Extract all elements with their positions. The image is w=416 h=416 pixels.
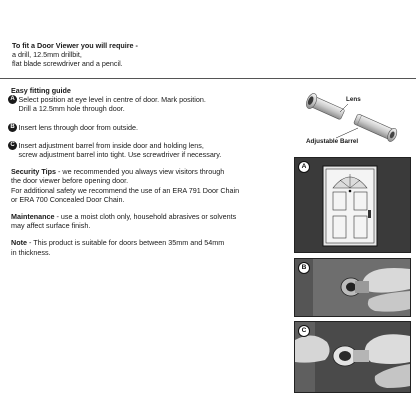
panel-b-badge: B	[298, 262, 310, 274]
photo-panel-a	[294, 157, 411, 253]
step-c-badge: C	[8, 141, 17, 150]
barrel-label: Adjustable Barrel	[306, 138, 359, 145]
step-a	[8, 95, 288, 113]
note-lead: Note	[11, 238, 27, 248]
requirements-line-1: a drill, 12.5mm drillbit,	[12, 50, 82, 60]
step-a-line-1: Select position at eye level in centre of door. Mark position.	[18, 95, 206, 105]
maintenance-line-1: - use a moist cloth only, household abrasives or solvents	[54, 212, 237, 222]
maintenance	[11, 212, 288, 230]
note-line-1: - This product is suitable for doors between 35mm and 54mm	[26, 238, 225, 248]
photo-panel-b	[294, 258, 411, 317]
step-b-badge: B	[8, 123, 17, 132]
insert-lens-photo	[295, 259, 410, 316]
security-tips	[11, 167, 288, 204]
maintenance-line-2: may affect surface finish.	[11, 221, 91, 231]
viewer-mark-icon	[349, 190, 352, 193]
section-divider	[0, 78, 416, 79]
maintenance-lead: Maintenance	[11, 212, 55, 222]
requirements-line-2: flat blade screwdriver and a pencil.	[12, 59, 123, 69]
requirements-block	[12, 41, 312, 69]
barrel-part	[353, 112, 399, 143]
step-c	[8, 141, 288, 159]
door-illustration	[295, 158, 410, 252]
step-a-badge: A	[8, 95, 17, 104]
security-tips-line-4: or ERA 700 Concealed Door Chain.	[11, 194, 125, 204]
adjust-barrel-photo	[295, 322, 410, 392]
security-tips-line-1: - we recommended you always view visitors through	[56, 167, 225, 177]
photo-panel-c	[294, 321, 411, 393]
lens-label: Lens	[346, 96, 361, 103]
requirements-title: To fit a Door Viewer you will require -	[12, 41, 138, 50]
door-viewer-diagram	[296, 88, 412, 150]
lens-part	[304, 92, 346, 122]
step-b	[8, 123, 288, 132]
security-tips-line-3: For additional safety we recommend the use of an ERA 791 Door Chain	[11, 185, 240, 195]
security-tips-line-2: the door viewer before opening door.	[11, 176, 129, 186]
note-line-2: in thickness.	[11, 247, 51, 257]
step-a-text	[19, 95, 289, 113]
note	[11, 238, 288, 256]
step-a-line-2: Drill a 12.5mm hole through door.	[18, 104, 125, 114]
panel-c-badge: C	[298, 325, 310, 337]
step-c-line-2: screw adjustment barrel into tight. Use screwdriver if necessary.	[18, 150, 222, 160]
step-c-line-1: Insert adjustment barrel from inside door and holding lens,	[18, 140, 204, 150]
step-b-text	[19, 123, 289, 132]
panel-a-badge: A	[298, 161, 310, 173]
step-b-line-1: Insert lens through door from outside.	[18, 122, 138, 132]
step-c-text	[19, 141, 289, 159]
guide-title: Easy fitting guide	[11, 86, 71, 95]
security-tips-lead: Security Tips	[11, 167, 57, 177]
instructions-column	[8, 86, 288, 257]
